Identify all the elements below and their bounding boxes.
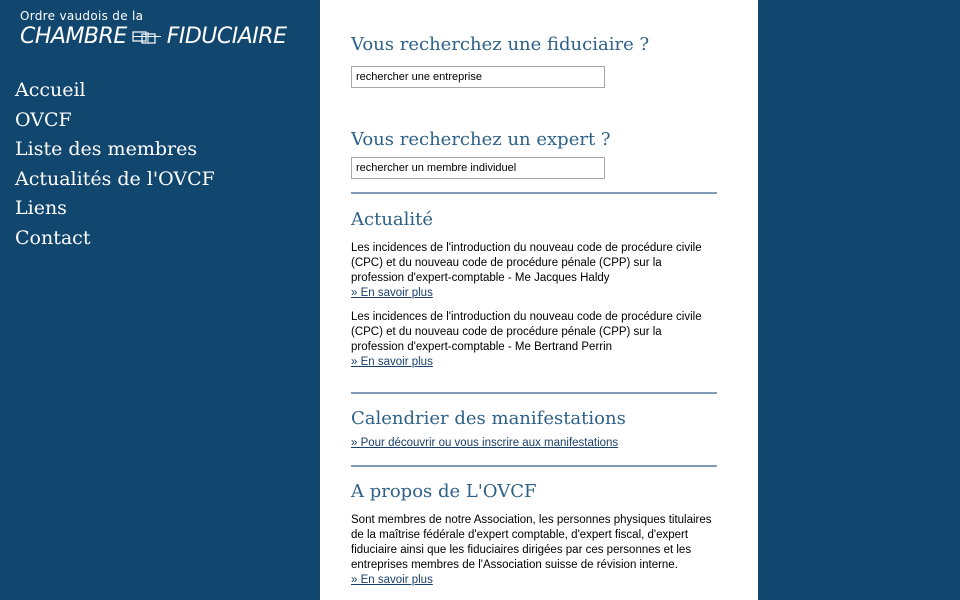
sidebar — [0, 0, 320, 600]
nav-item-ovcf[interactable]: OVCF — [15, 108, 72, 131]
nav-item-contact[interactable]: Contact — [15, 226, 91, 249]
logo-word1: CHAMBRE — [20, 24, 127, 49]
apropos-link[interactable]: » En savoir plus — [351, 574, 433, 586]
news-item — [351, 241, 717, 301]
search-fiduciaire-title: Vous recherchez une fiduciaire ? — [351, 34, 650, 55]
apropos-block — [351, 513, 717, 588]
search-fiduciaire-input[interactable] — [351, 66, 605, 88]
search-expert-title: Vous recherchez un expert ? — [351, 129, 611, 150]
calendrier-title: Calendrier des manifestations — [351, 408, 626, 429]
news-item-text: Les incidences de l'introduction du nouveau code de procédure civile (CPC) et du nouveau code de procédure pénale (CPP) sur la profession d'expert-comptable - Me Bertrand Perrin — [351, 311, 702, 353]
logo-word2: FIDUCIAIRE — [166, 24, 287, 49]
section-divider — [351, 192, 717, 194]
site-logo[interactable] — [20, 8, 286, 50]
news-item-link[interactable]: » En savoir plus — [351, 287, 433, 299]
main-content — [320, 0, 758, 600]
logo-line1: Ordre vaudois de la — [20, 9, 144, 23]
section-divider — [351, 465, 717, 467]
main-nav — [15, 76, 215, 253]
nav-item-liens[interactable]: Liens — [15, 197, 67, 219]
news-item-text: Les incidences de l'introduction du nouveau code de procédure civile (CPC) et du nouveau code de procédure pénale (CPP) sur la profession d'expert-comptable - Me Jacques Haldy — [351, 242, 702, 284]
nav-item-liste-membres[interactable]: Liste des membres — [15, 138, 198, 160]
logo-mark-icon — [132, 29, 162, 45]
news-item-link[interactable]: » En savoir plus — [351, 356, 433, 368]
nav-item-actualites[interactable]: Actualités de l'OVCF — [15, 167, 215, 190]
apropos-title: A propos de L'OVCF — [351, 481, 537, 502]
apropos-text: Sont membres de notre Association, les personnes physiques titulaires de la maîtrise fédérale d'expert comptable, d'expert fiscal, d'expert fiduciaire ainsi que les fiduciaires dirigées par ces personnes et les entreprises membres de l'Association suisse de révision interne. — [351, 514, 712, 571]
section-divider — [351, 392, 717, 394]
actualite-title: Actualité — [351, 209, 434, 230]
nav-item-accueil[interactable]: Accueil — [15, 79, 86, 101]
news-item — [351, 310, 717, 370]
search-expert-input[interactable] — [351, 157, 605, 179]
logo-title — [20, 24, 286, 50]
calendrier-link[interactable]: » Pour découvrir ou vous inscrire aux manifestations — [351, 437, 619, 449]
